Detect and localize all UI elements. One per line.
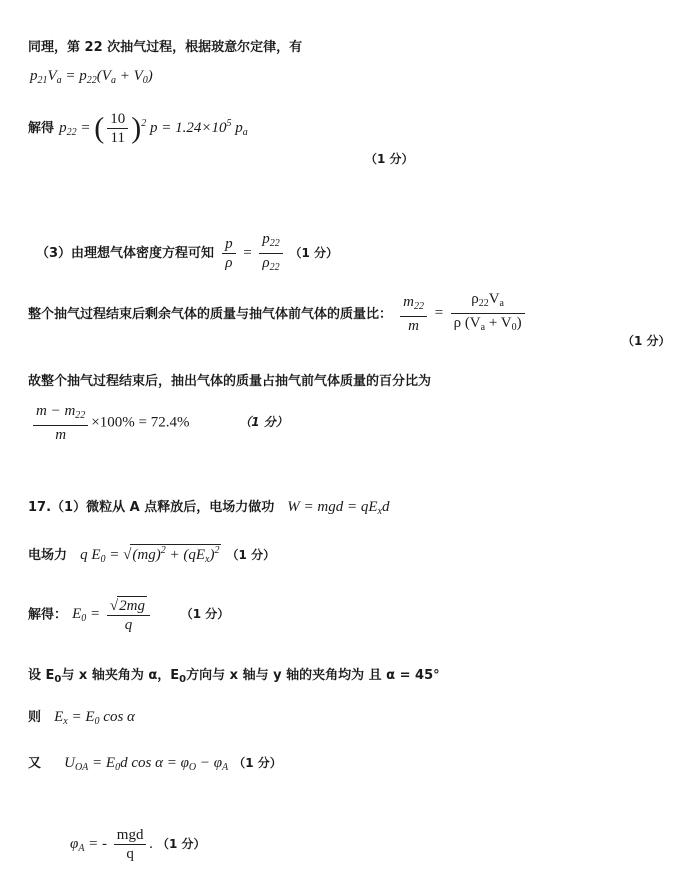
equation-e0: 解得： $E_0$ = $\frac{√2mg}{q}$ （1 分） <box>28 598 230 633</box>
question-17: 17.（1）微粒从 A 点释放后，电场力做功 W = mgd = $qE_xd$ <box>28 499 390 517</box>
text-content: 同理，第 22 次抽气过程，根据玻意尔定律，有 <box>28 40 303 55</box>
fraction-p-rho: $\frac{p}{\rho}$ <box>222 235 236 272</box>
score-badge: （1 分） <box>289 245 339 260</box>
score-badge: （1 分） <box>239 415 288 430</box>
equation-uoa: 又 $U_{OA} = E_0d$ $\cos \alpha = \varphi_O - \varphi_A$ （1 分） <box>28 755 282 773</box>
score-badge: （1 分） <box>180 607 230 622</box>
label-jiede: 解得 <box>28 120 55 136</box>
fraction-10-11: $\frac{10}{11}$ <box>107 110 128 147</box>
fraction-mgd-q: $\frac{\text{mgd}}{q}$ <box>114 826 147 863</box>
text-angle: 设 $E_0$与 x 轴夹角为 α，$E_0$方向与 x 轴与 y 轴的夹角均为 且 α = 45° <box>28 668 440 685</box>
score-badge: （1 分） <box>365 152 414 166</box>
text-percentage: 故整个抽气过程结束后，抽出气体的质量占抽气前气体质量的百分比为 <box>28 374 432 389</box>
eq-rhs: = $p_{22}(V_a + V_0)$ <box>65 68 153 86</box>
equation-field-force: 电场力 q $E_0 = √(mg)^2 + (qE_x)^2$ （1 分） <box>28 545 276 565</box>
equation-p22 <box>28 110 248 147</box>
score-badge: （1 分） <box>622 334 671 348</box>
fraction-rho-v: $\frac{\rho_{22}V_a}{\rho (V_a + V_0)}$ <box>451 290 525 337</box>
fraction-mass-diff: $\frac{m - m_{22}}{m}$ <box>33 402 88 444</box>
eq-lhs: $p_{21}V_a$ <box>30 68 62 86</box>
equation-phi-a: $\varphi_A$ = - $\frac{\text{mgd}}{q}$ . （1 分） <box>70 827 206 862</box>
score-badge: （1 分） <box>226 548 276 562</box>
eq-p22: $p_{22}$ = ( $\frac{10}{11}$ )$^2$ $p = 1.24\times 10^5$ $p_a$ <box>59 111 248 146</box>
fraction-sqrt2mg-q: $\frac{√2mg}{q}$ <box>107 596 150 634</box>
score-badge: （1 分） <box>156 836 206 851</box>
equation-boyle <box>30 68 153 86</box>
fraction-p22-rho22: $\frac{p_{22}}{\rho_{22}}$ <box>259 230 283 277</box>
equation-percentage: $\frac{m - m_{22}}{m}$ ×100% = 72.4% （1 分） <box>30 402 288 444</box>
text-density-equation: （3）由理想气体密度方程可知 $\frac{p}{\rho}$ = $\frac{p_{22}}{\rho_{22}}$ （1 分） <box>36 230 338 277</box>
equation-ex: 则 $E_x = E_0$ cos α <box>28 709 135 727</box>
text-line-1 <box>28 36 302 55</box>
fraction-m22-m: $\frac{m_{22}}{m}$ <box>400 293 427 335</box>
score-badge: （1 分） <box>233 756 282 770</box>
text-mass-ratio: 整个抽气过程结束后剩余气体的质量与抽气体前气体的质量比： $\frac{m_{22}}{m}$ = $\frac{\rho_{22}V_a}{\rho (V_a + V_0)}$ <box>28 290 528 337</box>
